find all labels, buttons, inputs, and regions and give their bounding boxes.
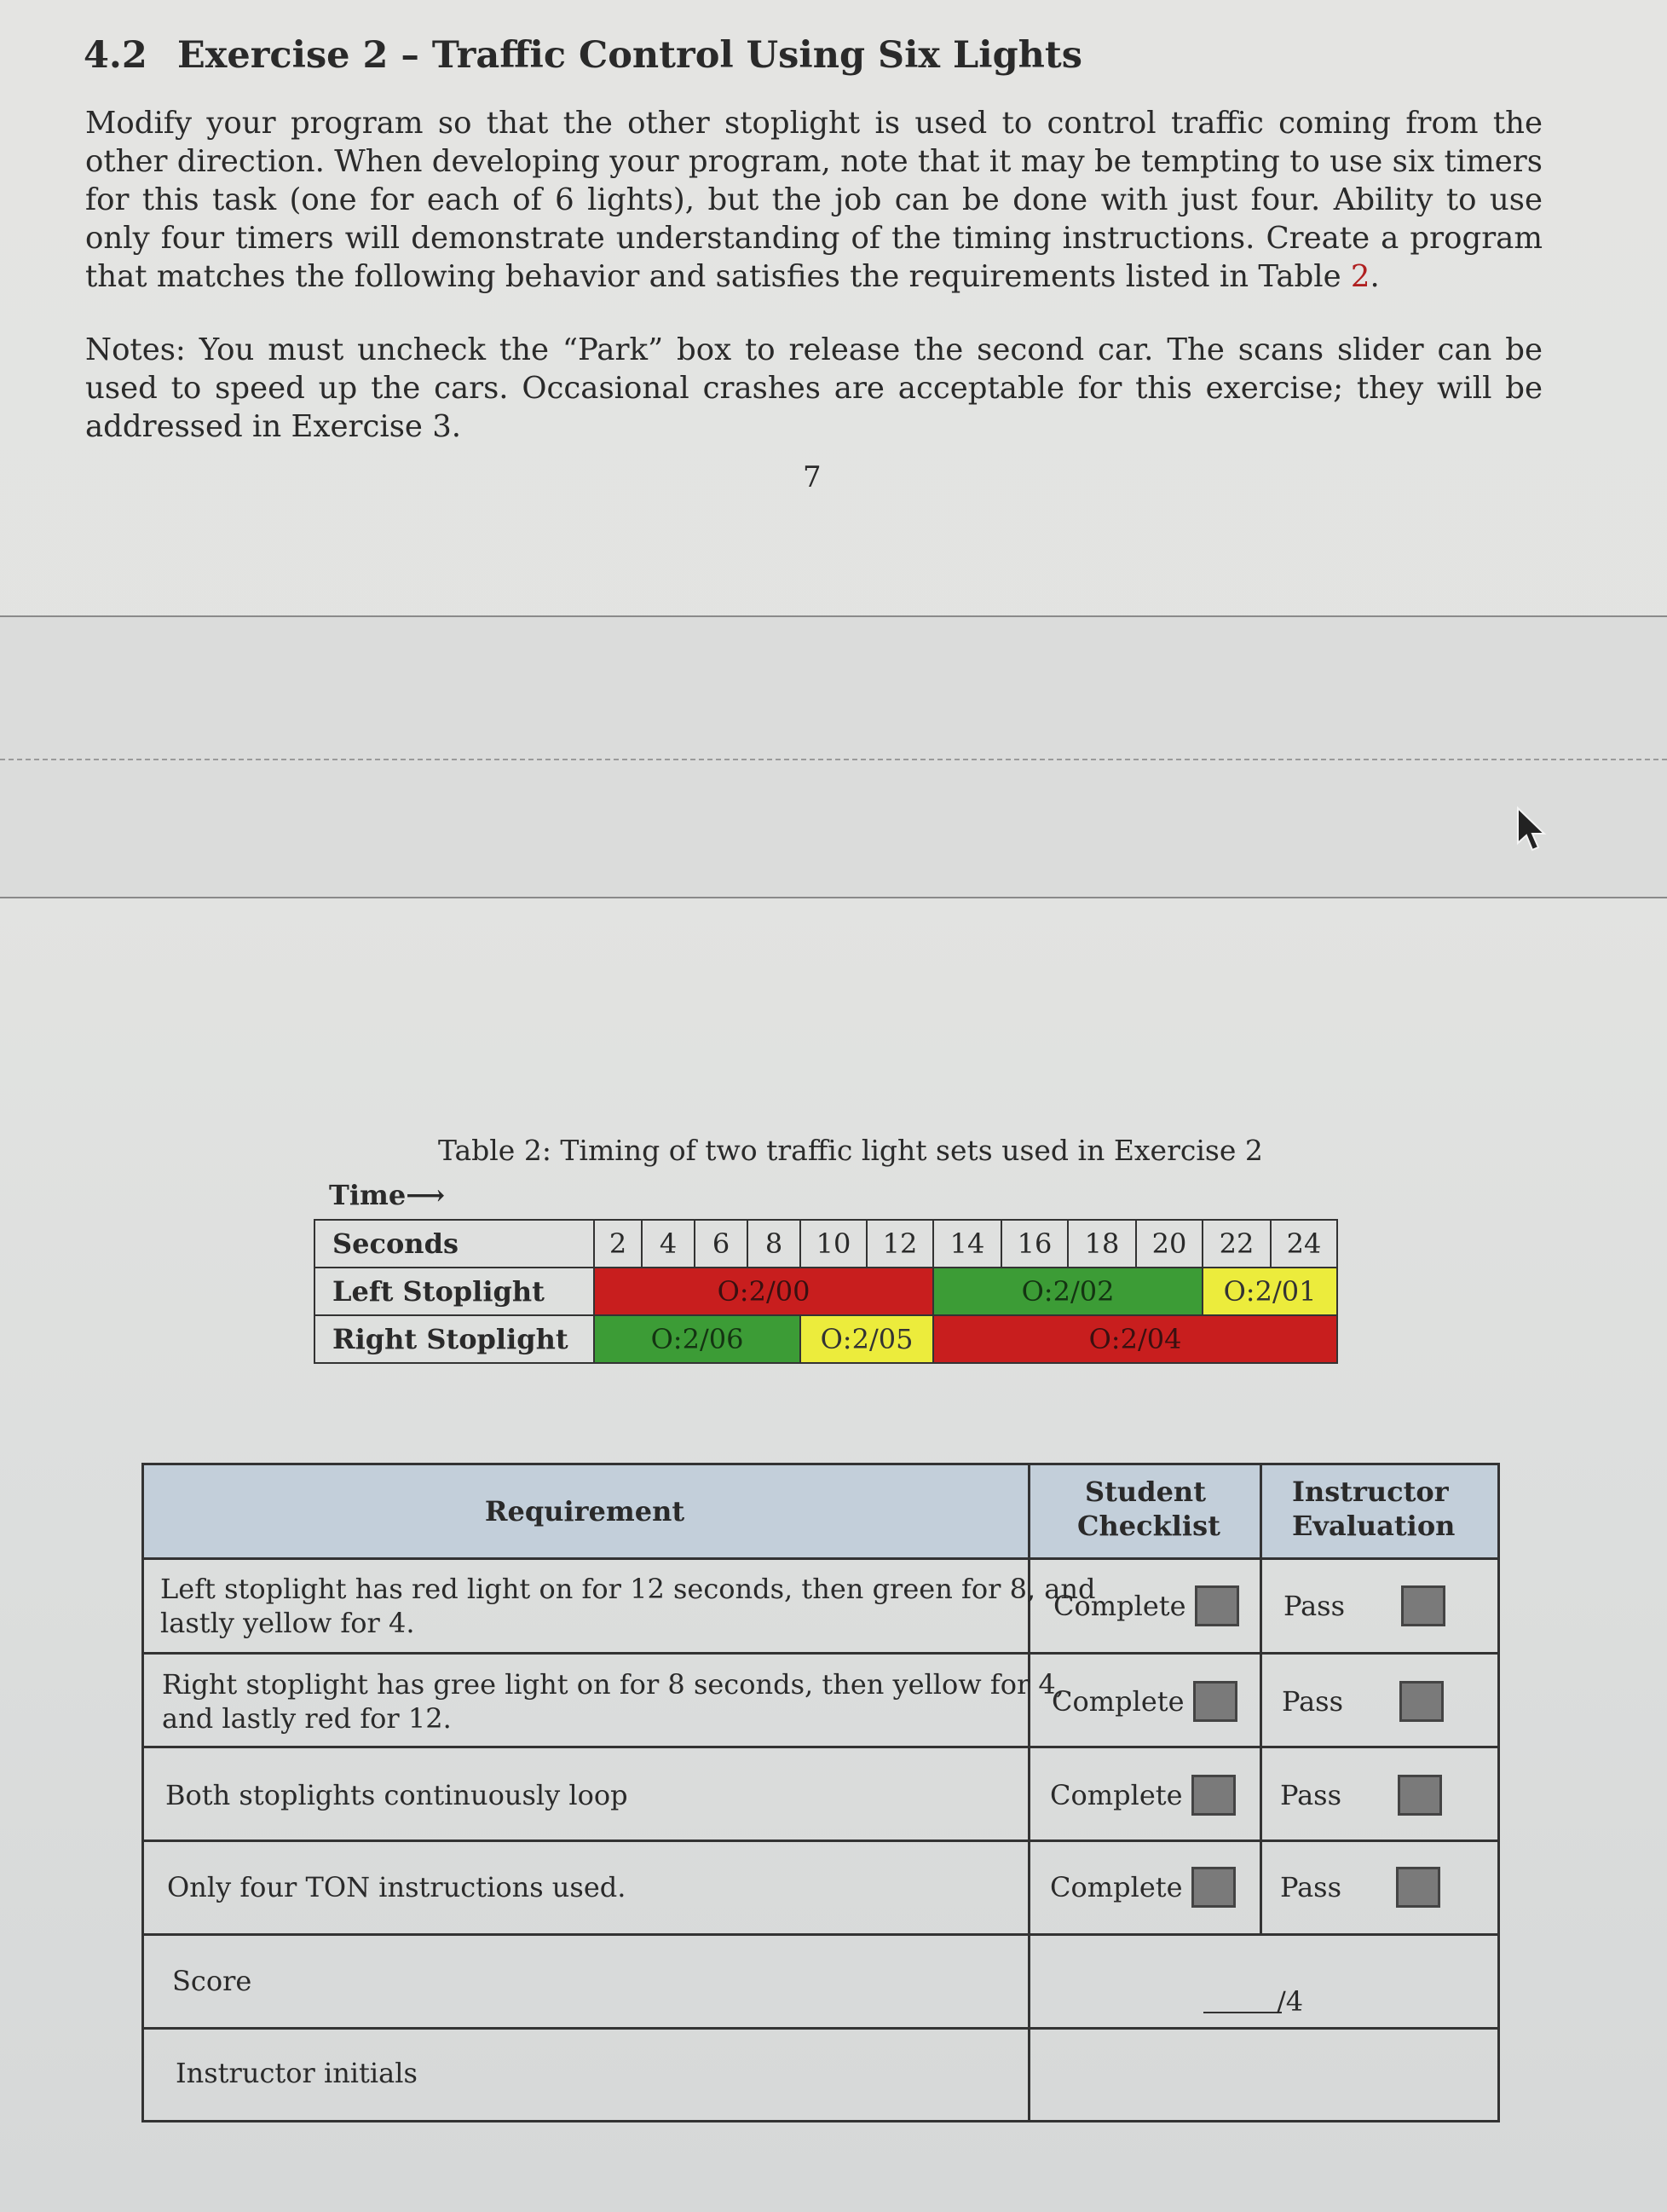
right-red-segment: O:2/04 xyxy=(933,1315,1337,1363)
instructor-checkbox[interactable] xyxy=(1396,1867,1440,1908)
instructions-paragraph xyxy=(85,104,1543,296)
left-stoplight-label: Left Stoplight xyxy=(314,1268,594,1315)
right-yellow-segment: O:2/05 xyxy=(800,1315,933,1363)
left-yellow-segment: O:2/01 xyxy=(1203,1268,1337,1315)
page-break-line-bottom xyxy=(0,897,1667,898)
right-stoplight-label: Right Stoplight xyxy=(314,1315,594,1363)
column-divider-1 xyxy=(1028,1463,1030,2122)
left-green-segment: O:2/02 xyxy=(933,1268,1203,1315)
seconds-cell: 4 xyxy=(642,1220,695,1268)
instructor-checkbox[interactable] xyxy=(1398,1775,1442,1816)
pass-label: Pass xyxy=(1282,1685,1344,1718)
pass-label: Pass xyxy=(1283,1590,1346,1622)
table-border-bottom xyxy=(141,2120,1500,2122)
seconds-cell: 24 xyxy=(1271,1220,1337,1268)
page-gap xyxy=(0,617,1667,898)
left-red-segment: O:2/00 xyxy=(594,1268,933,1315)
mouse-cursor-icon xyxy=(1515,806,1548,853)
requirement-text: and lastly red for 12. xyxy=(162,1702,452,1735)
right-green-segment: O:2/06 xyxy=(594,1315,800,1363)
instructor-initials-label: Instructor initials xyxy=(176,2057,418,2089)
timing-table xyxy=(314,1219,1338,1364)
student-checkbox[interactable] xyxy=(1195,1585,1239,1626)
requirement-text: Both stoplights continuously loop xyxy=(165,1779,628,1811)
score-value: /4 xyxy=(1277,1985,1304,2018)
table-border-left xyxy=(141,1463,144,2122)
seconds-cell: 8 xyxy=(747,1220,800,1268)
requirement-text: Right stoplight has gree light on for 8 seconds, then yellow for 4, xyxy=(162,1668,1064,1701)
pass-label: Pass xyxy=(1280,1871,1342,1903)
complete-label: Complete xyxy=(1050,1871,1183,1903)
header-student-checklist: Student Checklist xyxy=(1077,1476,1220,1542)
student-checkbox[interactable] xyxy=(1193,1681,1237,1722)
instructor-checkbox[interactable] xyxy=(1401,1585,1445,1626)
instructions-text: Modify your program so that the other stoplight is used to control traffic coming from the other direction. When developing your program, note that it may be tempting to use six timers for this task (one for each of 6 lights), but the job can be done with just four. Ability to use only four timers will demonstrate understanding of the timing instructions. Create a program that matches the following behavior and satisfies the requirements listed in Table xyxy=(85,106,1543,294)
instructions-end: . xyxy=(1370,259,1380,294)
row-divider xyxy=(141,1746,1500,1748)
seconds-cell: 22 xyxy=(1203,1220,1271,1268)
requirements-table xyxy=(141,1463,1500,2122)
score-blank-line[interactable] xyxy=(1203,2012,1282,2013)
left-stoplight-row xyxy=(314,1268,1337,1315)
row-divider xyxy=(141,1652,1500,1655)
row-divider xyxy=(141,1933,1500,1936)
pass-label: Pass xyxy=(1280,1779,1342,1811)
seconds-row xyxy=(314,1220,1337,1268)
score-label: Score xyxy=(172,1965,252,1997)
section-heading xyxy=(84,34,1082,77)
student-checkbox[interactable] xyxy=(1191,1867,1236,1908)
requirement-text: lastly yellow for 4. xyxy=(160,1607,415,1639)
instructor-checkbox[interactable] xyxy=(1399,1681,1444,1722)
table-reference-link[interactable]: 2 xyxy=(1350,259,1370,294)
header-requirement: Requirement xyxy=(484,1495,685,1528)
page-break-dashed-line xyxy=(0,759,1667,760)
section-number: 4.2 xyxy=(84,34,147,77)
seconds-cell: 12 xyxy=(867,1220,933,1268)
complete-label: Complete xyxy=(1053,1590,1186,1622)
seconds-cell: 20 xyxy=(1136,1220,1203,1268)
page-number: 7 xyxy=(803,460,822,494)
seconds-label: Seconds xyxy=(314,1220,594,1268)
requirement-text: Left stoplight has red light on for 12 seconds, then green for 8, and xyxy=(160,1573,1096,1605)
notes-paragraph: Notes: You must uncheck the “Park” box to release the second car. The scans slider can be used to speed up the cars. Occasional crashes are acceptable for this exercise; they will be addressed in Exercise 3. xyxy=(85,332,1543,444)
seconds-cell: 16 xyxy=(1001,1220,1068,1268)
seconds-cell: 18 xyxy=(1068,1220,1136,1268)
time-axis-label: Time⟶ xyxy=(329,1179,446,1211)
table-border-right xyxy=(1497,1463,1500,2122)
row-divider xyxy=(141,1839,1500,1842)
header-instructor-evaluation: Instructor Evaluation xyxy=(1292,1476,1456,1542)
row-divider xyxy=(141,2027,1500,2030)
complete-label: Complete xyxy=(1052,1685,1185,1718)
seconds-cell: 14 xyxy=(933,1220,1001,1268)
column-divider-2 xyxy=(1260,1463,1262,1933)
right-stoplight-row xyxy=(314,1315,1337,1363)
complete-label: Complete xyxy=(1050,1779,1183,1811)
seconds-cell: 2 xyxy=(594,1220,642,1268)
student-checkbox[interactable] xyxy=(1191,1775,1236,1816)
section-title: Exercise 2 – Traffic Control Using Six Lights xyxy=(177,34,1082,77)
table-caption: Table 2: Timing of two traffic light sets used in Exercise 2 xyxy=(438,1134,1263,1167)
seconds-cell: 10 xyxy=(800,1220,867,1268)
seconds-cell: 6 xyxy=(695,1220,747,1268)
requirement-text: Only four TON instructions used. xyxy=(167,1871,626,1903)
